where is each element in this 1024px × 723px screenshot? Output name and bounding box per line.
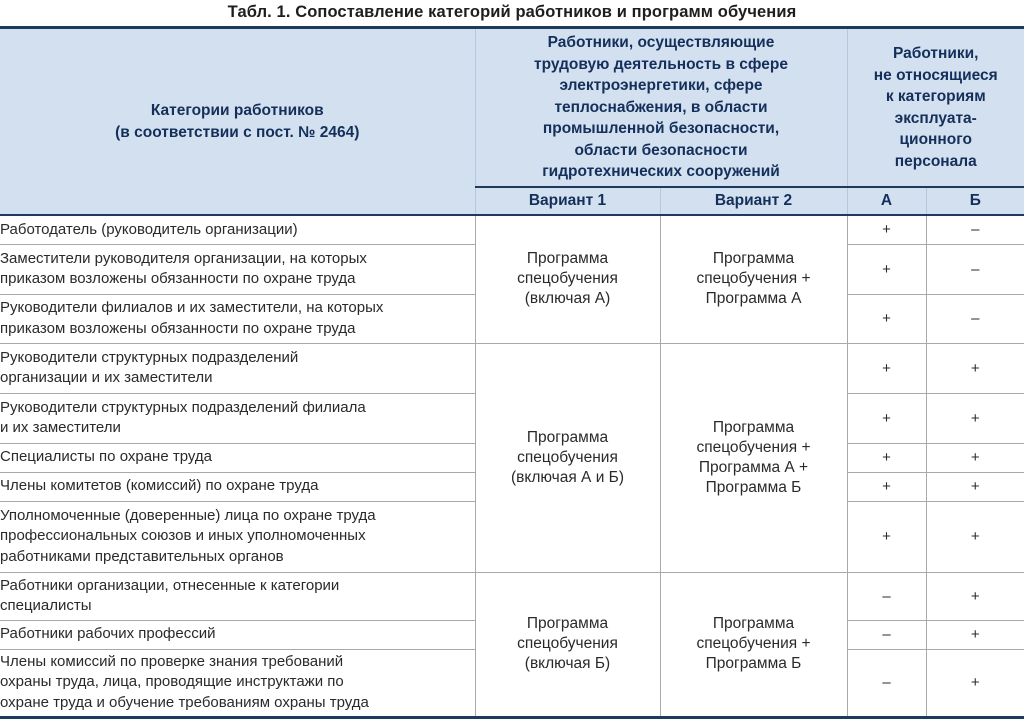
- program-line: (включая А): [524, 290, 611, 308]
- category-cell: [0, 501, 475, 572]
- category-line: Члены комиссий по проверке знания требований: [0, 652, 344, 670]
- mark-a-cell: +: [847, 215, 926, 244]
- mark-a-cell: +: [847, 472, 926, 501]
- mark-b-cell: –: [926, 215, 1024, 244]
- category-cell: [0, 620, 475, 649]
- program-line: Программа: [526, 250, 609, 268]
- header-col-a: А: [847, 187, 926, 215]
- category-line: охране труда и обучение требованиям охраны труда: [0, 693, 369, 711]
- category-line: работниками представительных органов: [0, 547, 284, 565]
- variant2-program-cell: [660, 343, 847, 572]
- category-line: Работники рабочих профессий: [0, 625, 216, 643]
- category-cell: [0, 343, 475, 393]
- program-line: Программа: [526, 428, 609, 446]
- mark-b-cell: +: [926, 501, 1024, 572]
- table-row: [0, 215, 1024, 244]
- category-cell: [0, 294, 475, 343]
- header-energy-workers: [475, 28, 847, 188]
- mark-b-cell: +: [926, 649, 1024, 717]
- table-body: [0, 215, 1024, 717]
- program-line: спецобучения +: [696, 270, 811, 288]
- category-line: Специалисты по охране труда: [0, 448, 212, 466]
- category-line: приказом возложены обязанности по охране труда: [0, 270, 356, 287]
- program-line: Программа Б: [705, 478, 802, 496]
- category-line: Руководители структурных подразделений филиала: [0, 398, 366, 416]
- category-line: Руководители филиалов и их заместители, на которых: [0, 299, 384, 316]
- category-cell: [0, 443, 475, 472]
- category-cell: [0, 244, 475, 294]
- header-other-line: ционного: [899, 131, 972, 148]
- mark-b-cell: +: [926, 572, 1024, 620]
- category-line: специалисты: [0, 597, 92, 614]
- mark-a-cell: +: [847, 393, 926, 443]
- program-line: спецобучения: [517, 635, 618, 652]
- header-variant2: Вариант 2: [660, 187, 847, 215]
- header-energy-line: теплоснабжения, в области: [554, 98, 768, 116]
- table-row: [0, 343, 1024, 393]
- mark-b-cell: +: [926, 472, 1024, 501]
- mark-a-cell: –: [847, 620, 926, 649]
- mark-b-cell: +: [926, 393, 1024, 443]
- header-other-line: к категориям: [885, 88, 986, 105]
- category-cell: [0, 649, 475, 717]
- mark-b-cell: +: [926, 620, 1024, 649]
- program-line: Программа А: [705, 290, 802, 308]
- table-row: [0, 572, 1024, 620]
- header-categories-line: Категории работников: [150, 102, 324, 119]
- header-energy-line: гидротехнических сооружений: [542, 163, 780, 181]
- program-line: Программа: [526, 615, 609, 632]
- header-other-line: персонала: [894, 152, 977, 170]
- category-cell: [0, 215, 475, 244]
- comparison-table: [0, 26, 1024, 719]
- mark-b-cell: –: [926, 294, 1024, 343]
- category-line: профессиональных союзов и иных уполномоченных: [0, 527, 366, 545]
- mark-b-cell: +: [926, 443, 1024, 472]
- category-line: Работодатель (руководитель организации): [0, 220, 298, 238]
- mark-a-cell: +: [847, 244, 926, 294]
- category-line: организации и их заместители: [0, 369, 213, 386]
- program-line: Программа: [712, 615, 795, 632]
- header-energy-line: трудовую деятельность в сфере: [534, 55, 788, 73]
- mark-b-cell: –: [926, 244, 1024, 294]
- header-other-line: Работники,: [893, 45, 979, 62]
- category-line: Уполномоченные (доверенные) лица по охране труда: [0, 506, 376, 524]
- header-categories-line: (в соответствии с пост. № 2464): [115, 123, 360, 141]
- mark-a-cell: –: [847, 572, 926, 620]
- mark-a-cell: +: [847, 443, 926, 472]
- category-cell: [0, 393, 475, 443]
- category-line: приказом возложены обязанности по охране труда: [0, 319, 356, 337]
- table-title: Табл. 1. Сопоставление категорий работников и программ обучения: [227, 3, 797, 21]
- program-line: спецобучения: [517, 448, 618, 466]
- category-line: Члены комитетов (комиссий) по охране труда: [0, 477, 319, 495]
- mark-a-cell: +: [847, 501, 926, 572]
- mark-b-cell: +: [926, 343, 1024, 393]
- category-line: Работники организации, отнесенные к категории: [0, 576, 340, 594]
- mark-a-cell: +: [847, 294, 926, 343]
- program-line: спецобучения +: [696, 438, 811, 456]
- header-energy-line: Работники, осуществляющие: [547, 34, 775, 52]
- category-line: Заместители руководителя организации, на которых: [0, 249, 367, 267]
- category-line: охраны труда, лица, проводящие инструктажи по: [0, 673, 344, 691]
- header-col-b: Б: [926, 187, 1024, 215]
- category-line: Руководители структурных подразделений: [0, 348, 299, 366]
- program-line: Программа А +: [698, 458, 809, 476]
- program-line: спецобучения +: [696, 635, 811, 652]
- variant2-program-cell: [660, 215, 847, 343]
- variant1-program-cell: [475, 572, 660, 717]
- header-variant1: Вариант 1: [475, 187, 660, 215]
- header-energy-line: промышленной безопасности,: [542, 120, 780, 138]
- program-line: (включая Б): [524, 655, 611, 672]
- header-categories: [0, 28, 475, 216]
- program-line: Программа Б: [705, 655, 802, 672]
- header-other-workers: [847, 28, 1024, 188]
- header-energy-line: области безопасности: [574, 141, 748, 159]
- category-line: и их заместители: [0, 419, 121, 436]
- header-other-line: не относящиеся: [873, 66, 998, 84]
- program-line: (включая А и Б): [510, 468, 625, 486]
- program-line: Программа: [712, 418, 795, 436]
- variant1-program-cell: [475, 215, 660, 343]
- variant2-program-cell: [660, 572, 847, 717]
- program-line: спецобучения: [517, 270, 618, 288]
- variant1-program-cell: [475, 343, 660, 572]
- header-energy-line: электроэнергетики, сфере: [559, 77, 763, 95]
- category-cell: [0, 472, 475, 501]
- header-other-line: эксплуата-: [894, 109, 977, 127]
- program-line: Программа: [712, 250, 795, 268]
- mark-a-cell: –: [847, 649, 926, 717]
- category-cell: [0, 572, 475, 620]
- mark-a-cell: +: [847, 343, 926, 393]
